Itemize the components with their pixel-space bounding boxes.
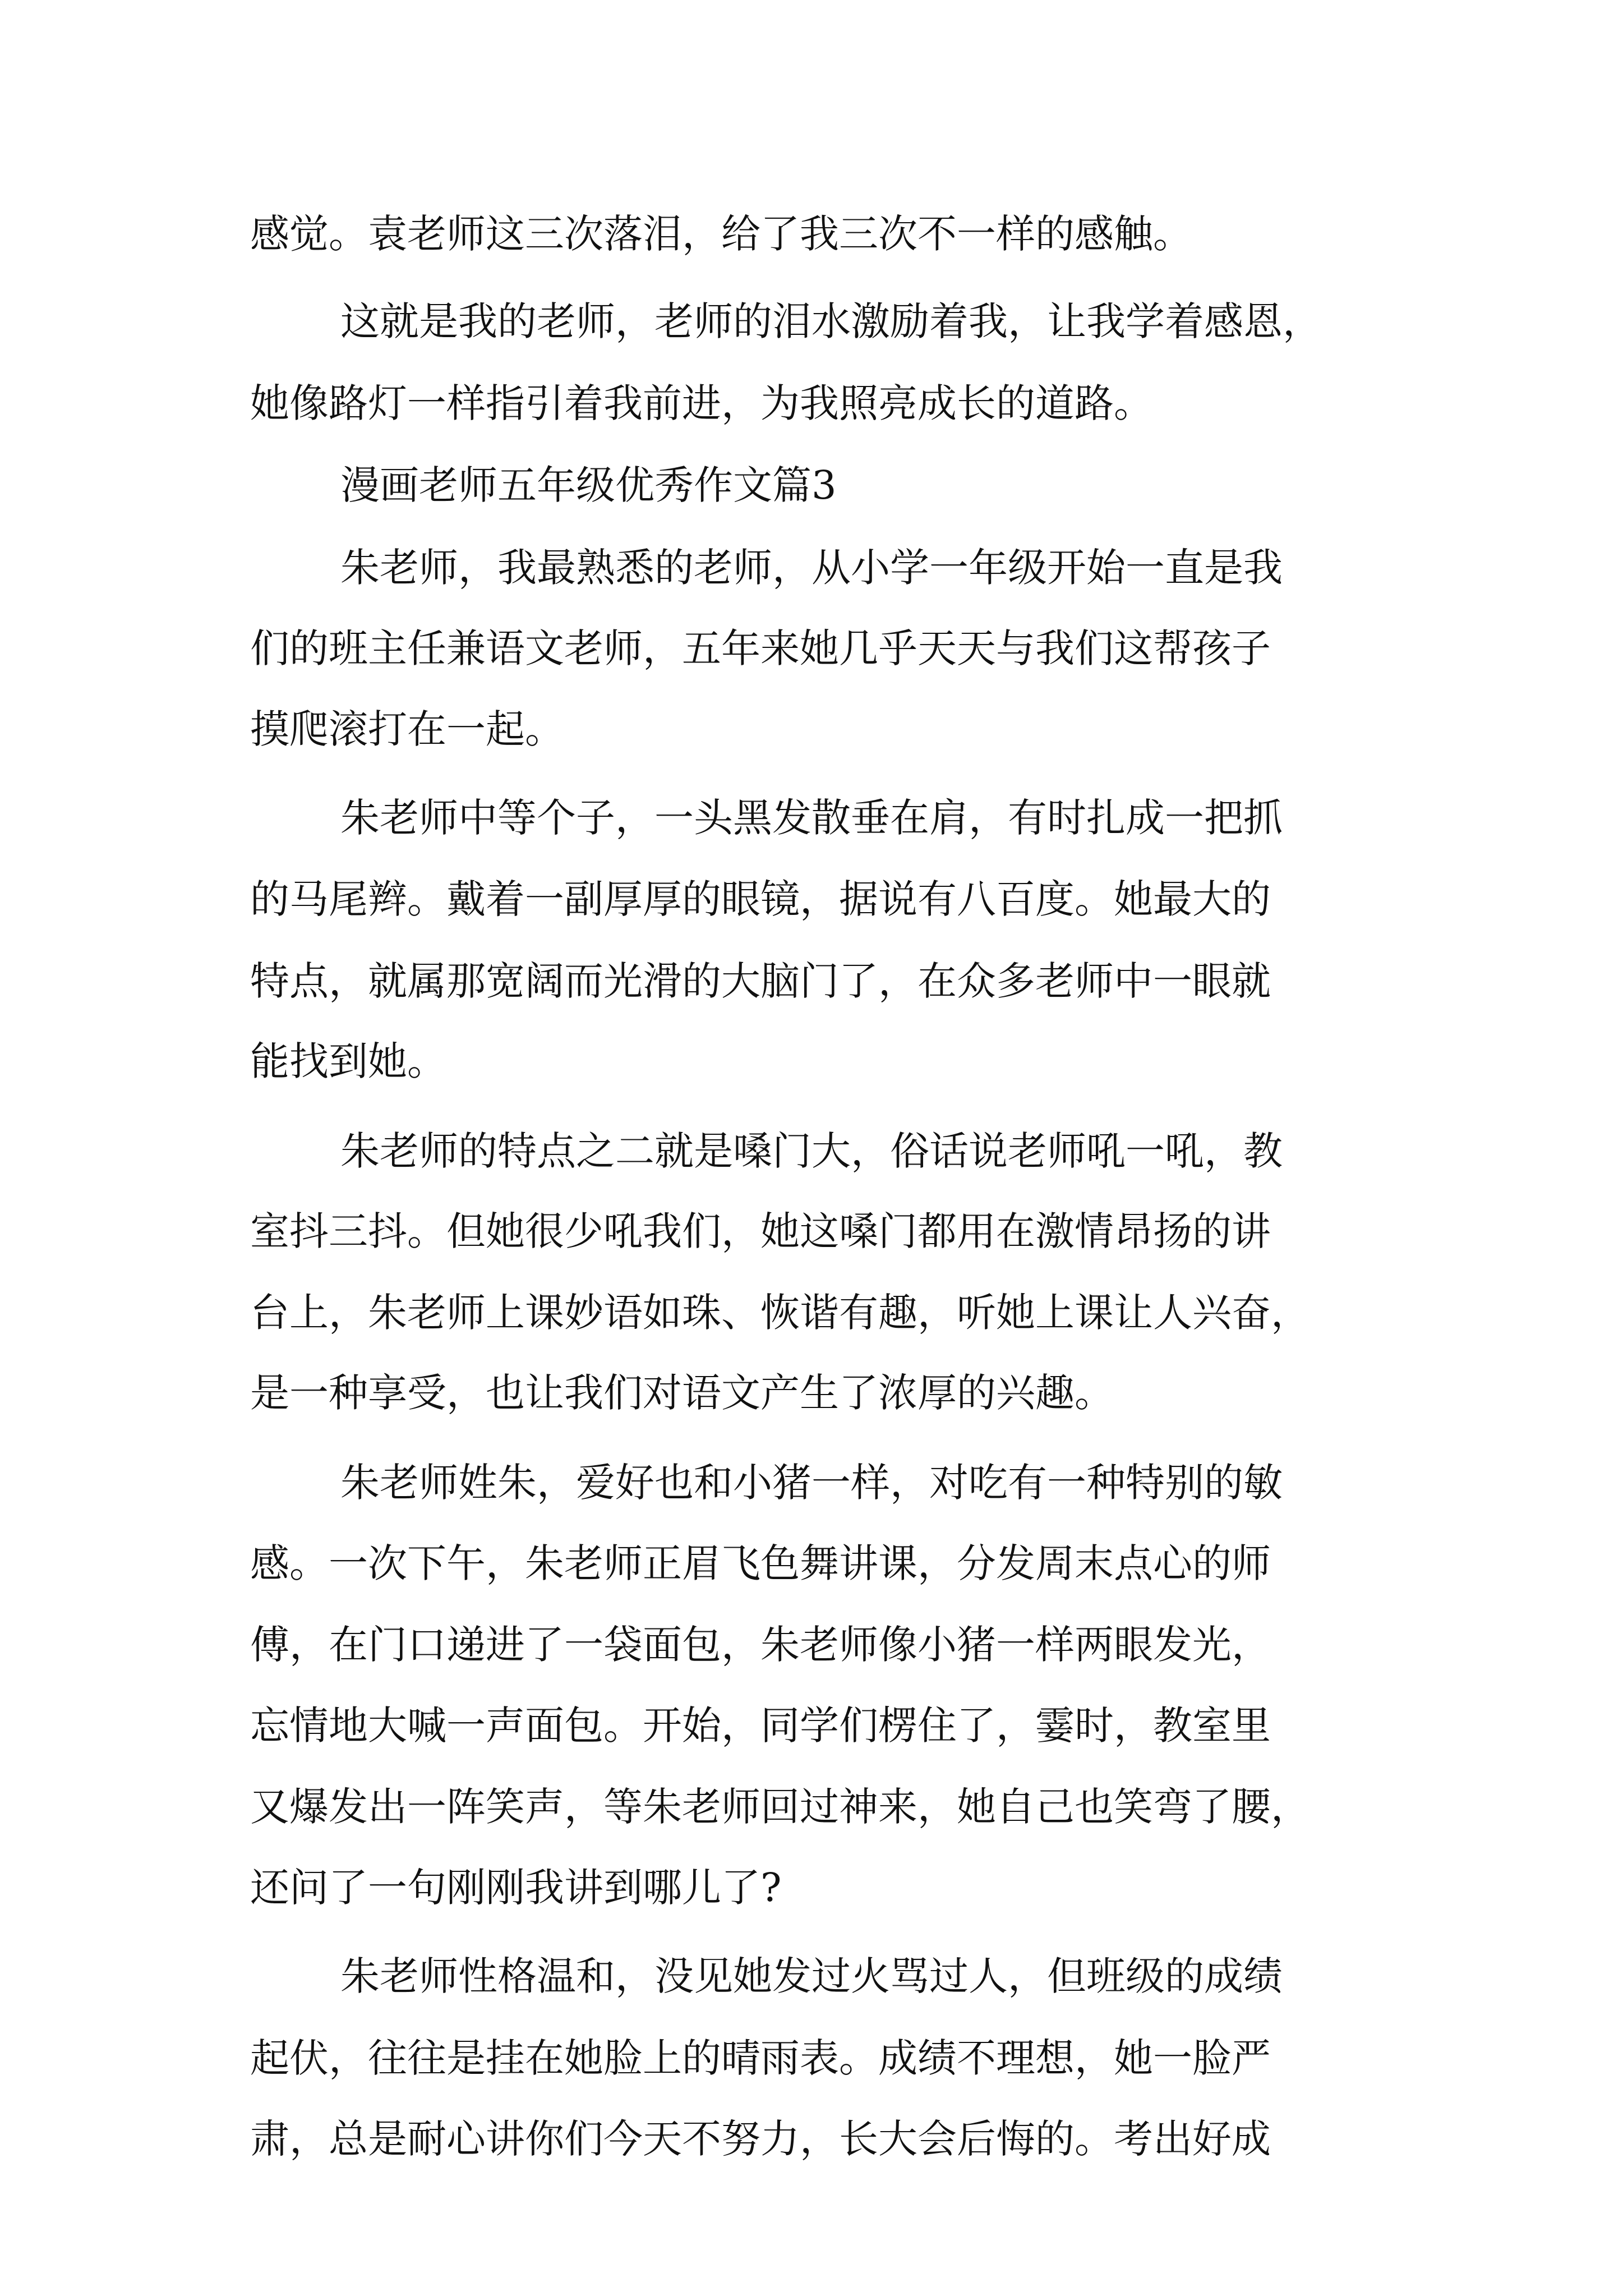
text-line: 朱老师的特点之二就是嗓门大，俗话说老师吼一吼，教 bbox=[340, 1128, 1283, 1174]
text-line: 还问了一句刚刚我讲到哪儿了? bbox=[250, 1865, 782, 1911]
text-line: 感觉。袁老师这三次落泪，给了我三次不一样的感触。 bbox=[250, 211, 1192, 257]
text-line: 这就是我的老师，老师的泪水激励着我，让我学着感恩， bbox=[340, 298, 1322, 344]
text-line: 肃，总是耐心讲你们今天不努力，长大会后悔的。考出好成 bbox=[250, 2116, 1271, 2162]
text-line: 朱老师姓朱，爱好也和小猪一样，对吃有一种特别的敏 bbox=[340, 1460, 1283, 1506]
text-line: 摸爬滚打在一起。 bbox=[250, 706, 564, 752]
text-line: 朱老师中等个子，一头黑发散垂在肩，有时扎成一把抓 bbox=[340, 795, 1283, 841]
text-line: 的马尾辫。戴着一副厚厚的眼镜，据说有八百度。她最大的 bbox=[250, 876, 1271, 922]
text-line: 室抖三抖。但她很少吼我们，她这嗓门都用在激情昂扬的讲 bbox=[250, 1208, 1271, 1254]
text-line: 忘情地大喊一声面包。开始，同学们楞住了，霎时，教室里 bbox=[250, 1703, 1271, 1749]
text-line: 们的班主任兼语文老师，五年来她几乎天天与我们这帮孩子 bbox=[250, 625, 1271, 671]
text-line: 台上，朱老师上课妙语如珠、恢谐有趣，听她上课让人兴奋， bbox=[250, 1290, 1310, 1336]
text-line: 傅，在门口递进了一袋面包，朱老师像小猪一样两眼发光， bbox=[250, 1622, 1271, 1668]
section-heading: 漫画老师五年级优秀作文篇3 bbox=[340, 462, 837, 508]
text-line: 又爆发出一阵笑声，等朱老师回过神来，她自己也笑弯了腰， bbox=[250, 1784, 1310, 1830]
text-line: 她像路灯一样指引着我前进，为我照亮成长的道路。 bbox=[250, 380, 1153, 426]
text-line: 是一种享受，也让我们对语文产生了浓厚的兴趣。 bbox=[250, 1370, 1114, 1416]
text-line: 特点，就属那宽阔而光滑的大脑门了，在众多老师中一眼就 bbox=[250, 958, 1271, 1004]
text-line: 朱老师，我最熟悉的老师，从小学一年级开始一直是我 bbox=[340, 545, 1283, 591]
text-line: 朱老师性格温和，没见她发过火骂过人，但班级的成绩 bbox=[340, 1953, 1283, 1999]
text-line: 起伏，往往是挂在她脸上的晴雨表。成绩不理想，她一脸严 bbox=[250, 2035, 1271, 2081]
text-line: 能找到她。 bbox=[250, 1038, 446, 1084]
text-line: 感。一次下午，朱老师正眉飞色舞讲课，分发周末点心的师 bbox=[250, 1540, 1271, 1586]
